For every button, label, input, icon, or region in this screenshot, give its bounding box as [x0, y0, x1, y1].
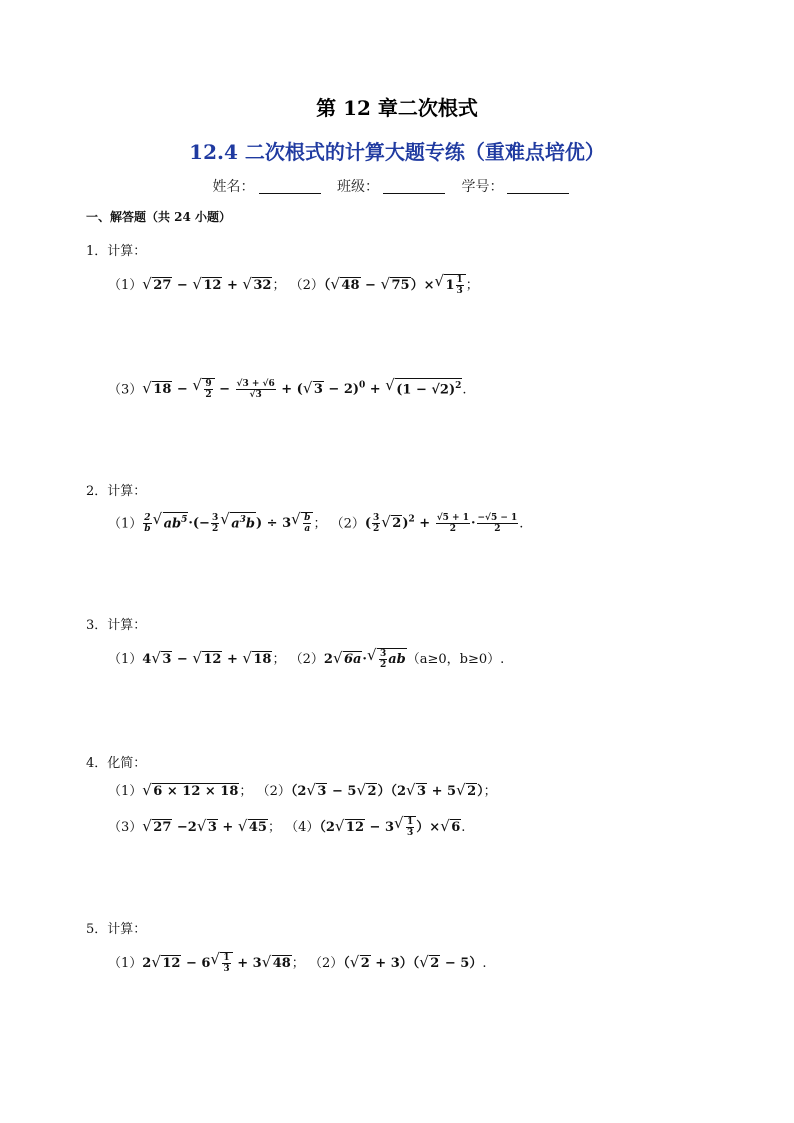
q4-part1-expression: √ 6 × 12 × 18	[142, 784, 239, 799]
q1-part2-expression: （√ 48 − √ 75）×√ 1 $\frac{1}{3}$	[324, 278, 466, 293]
question-1-line-1: （1）√ 27 − √ 12 + √ 32； （2）（√ 48 − √ 75）×√ 1 $\frac{1}{3}$ ；	[108, 274, 479, 296]
q5-part2-expression: （√ 2 + 3）（√ 2 − 5）	[343, 956, 482, 971]
q3-part1-expression: 4√ 3 − √ 12 + √ 18	[142, 652, 272, 667]
q1-part1-expression: √ 27 − √ 12 + √ 32	[142, 278, 272, 293]
q2-part1-expression: $\frac{2}{b}$ √ $ab^5\cdot(-$ $\frac{3}{2}$ √ $a^3b) \div 3$ √ $\frac{b}{a}$	[142, 516, 313, 531]
section-heading: 一、解答题（共 24 小题）	[86, 210, 232, 224]
q4-part4-expression: （2√ 12 − 3 √ $\frac{1}{3}$ ）×√ 6	[319, 820, 461, 835]
id-blank[interactable]	[507, 179, 569, 194]
question-3-heading: 3．计算：	[86, 618, 147, 633]
page-subtitle: 12.4 二次根式的计算大题专练（重难点培优）	[189, 140, 605, 164]
page-title: 第 12 章二次根式	[316, 96, 478, 120]
q1-part3-expression: √ 18 − √ $\frac{9}{2}$ − $\frac{√3 + √6}{√3}$ + (√ 3 − 2)$^0$ + √ $(1 - √2)^2$	[142, 382, 462, 397]
id-label: 学号：	[461, 179, 504, 195]
q4-part2-expression: （2√ 3 − 5√ 2）（2√ 3 + 5√ 2）	[291, 784, 484, 799]
question-2-line-1: （1） $\frac{2}{b}$ √ $ab^5\cdot(-$ $\frac{3}{2}$ √ $a^3b) \div 3$ √ $\frac{b}{a}$ ； （2）( $\frac{3}{2}$ √ 2)$^2$ + $\frac{√5 + 1}{2}$ · $\frac{-√5 - 1}{2}$ .	[108, 512, 523, 534]
class-blank[interactable]	[383, 179, 445, 194]
question-4-line-1: （1）√ 6 × 12 × 18； （2）（2√ 3 − 5√ 2）（2√ 3 + 5√ 2）；	[108, 780, 497, 799]
question-1-heading: 1．计算：	[86, 244, 147, 259]
question-1-line-2: （3）√ 18 − √ $\frac{9}{2}$ − $\frac{√3 + √6}{√3}$ + (√ 3 − 2)$^0$ + √ $(1 - √2)^2$.	[108, 378, 467, 400]
question-2-heading: 2．计算：	[86, 484, 147, 499]
question-5-heading: 5．计算：	[86, 922, 147, 937]
q3-part2-expression: 2√ 6a· √ $\frac{3}{2}$ ab	[324, 652, 407, 667]
question-3-line-1: （1）4√ 3 − √ 12 + √ 18； （2）2√ 6a· √ $\frac{3}{2}$ ab（a≥0，b≥0）.	[108, 648, 504, 670]
class-label: 班级：	[337, 179, 379, 195]
q5-part1-expression: 2√ 12 − 6 √ $\frac{1}{3}$ + 3√ 48	[142, 956, 292, 971]
name-blank[interactable]	[259, 179, 321, 194]
q4-part3-expression: √ 27 −2√ 3 + √ 45	[142, 820, 268, 835]
name-label: 姓名：	[212, 179, 255, 195]
student-info-line	[0, 176, 794, 196]
question-4-heading: 4．化简：	[86, 756, 147, 771]
question-5-line-1: （1）2√ 12 − 6 √ $\frac{1}{3}$ + 3√ 48； （2）（√ 2 + 3）（√ 2 − 5）.	[108, 952, 486, 974]
q2-part2-expression: ( $\frac{3}{2}$ √ 2)$^2$ + $\frac{√5 + 1}{2}$ · $\frac{-√5 - 1}{2}$	[365, 516, 519, 531]
question-4-line-2: （3）√ 27 −2√ 3 + √ 45； （4）（2√ 12 − 3 √ $\frac{1}{3}$ ）×√ 6.	[108, 816, 465, 838]
